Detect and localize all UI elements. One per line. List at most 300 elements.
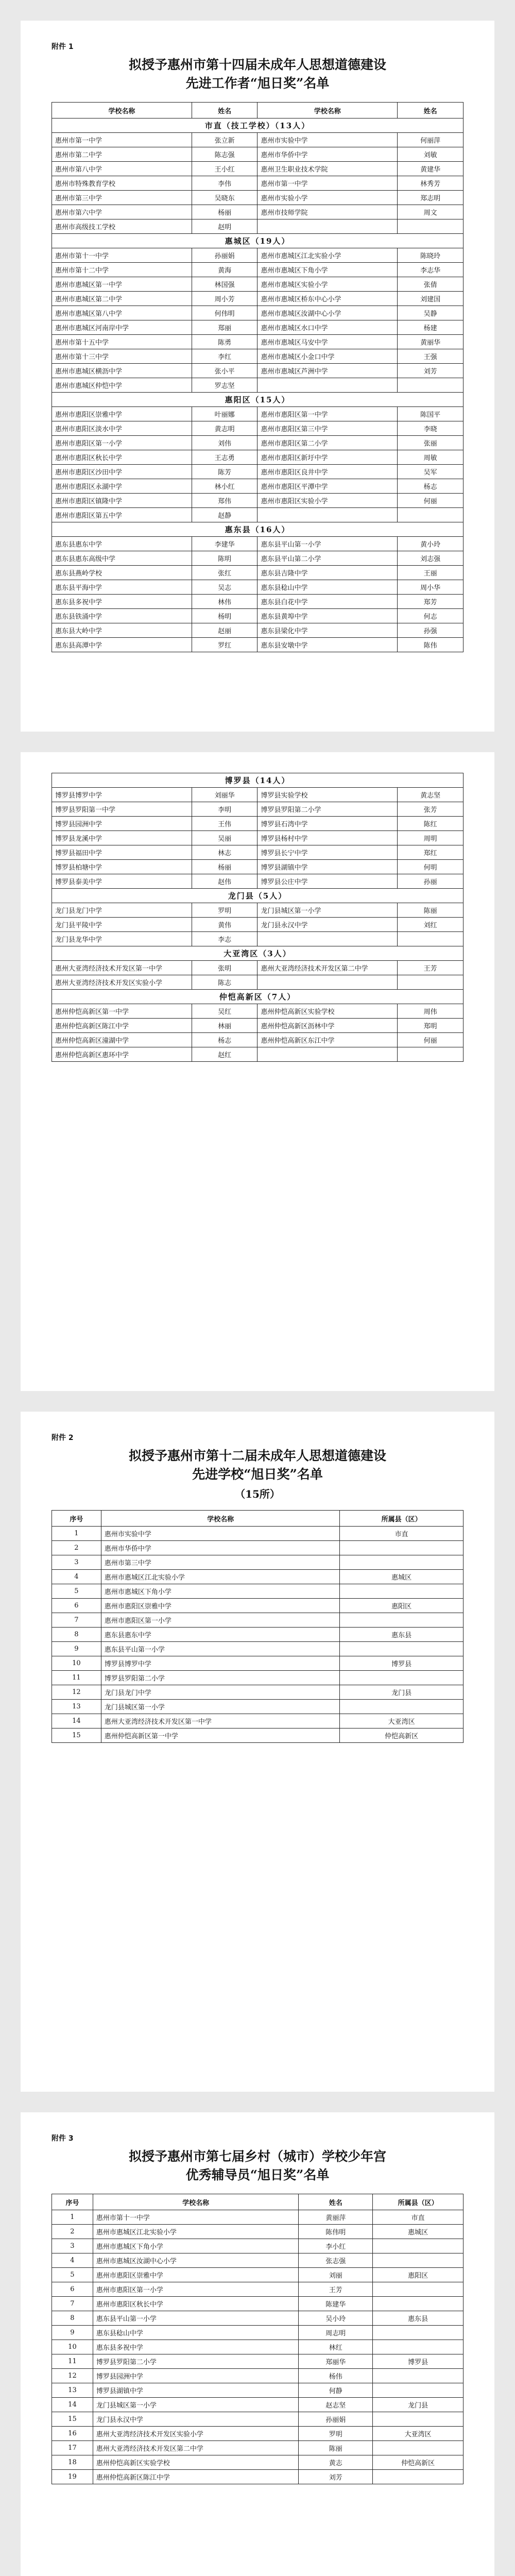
school-name-cell: 惠州市惠阳区镇隆中学 <box>52 494 192 508</box>
school-name-cell: 惠东县惠东中学 <box>101 1628 339 1642</box>
person-name-cell: 张丽 <box>398 436 464 450</box>
school-name-cell: 惠州市惠阳区永湖中学 <box>52 479 192 494</box>
school-name-cell: 惠州市惠城区下角小学 <box>101 1584 339 1599</box>
school-name-cell: 惠州市第六中学 <box>52 205 192 219</box>
person-name-cell: 陈芳 <box>192 465 258 479</box>
school-name-cell: 博罗县博罗中学 <box>101 1656 339 1671</box>
table-row <box>52 494 464 508</box>
school-name-cell <box>258 975 398 990</box>
school-name-cell: 惠州市惠阳区平潭中学 <box>258 479 398 494</box>
school-name-cell: 惠东县多祝中学 <box>93 2340 299 2354</box>
school-name-cell <box>258 508 398 522</box>
index-cell: 17 <box>52 2441 93 2455</box>
district-cell <box>373 2326 464 2340</box>
school-name-cell: 龙门县平陵中学 <box>52 918 192 932</box>
school-name-cell: 博罗县龙溪中学 <box>52 831 192 845</box>
table-row <box>52 450 464 465</box>
table-row <box>52 918 464 932</box>
school-name-cell: 惠东县稔山中学 <box>93 2326 299 2340</box>
index-cell: 19 <box>52 2470 93 2484</box>
table-row <box>52 508 464 522</box>
district-cell <box>373 2383 464 2398</box>
table-row <box>52 133 464 147</box>
school-name-cell: 惠州市惠阳区第三中学 <box>258 421 398 436</box>
person-name-cell: 陈志 <box>192 975 258 990</box>
person-name-cell: 黄丽萍 <box>299 2210 373 2225</box>
column-header: 序号 <box>52 1511 101 1527</box>
person-name-cell: 陈国平 <box>398 407 464 421</box>
person-name-cell: 张小平 <box>192 364 258 378</box>
school-name-cell: 惠东县多祝中学 <box>52 595 192 609</box>
person-name-cell: 黄志坚 <box>398 788 464 802</box>
table-row <box>52 147 464 162</box>
person-name-cell: 刘芳 <box>299 2470 373 2484</box>
person-name-cell: 何丽萍 <box>398 133 464 147</box>
group-header: 大亚湾区（3人） <box>52 946 464 961</box>
table-row <box>52 638 464 652</box>
table-row <box>52 1700 464 1714</box>
district-cell: 大亚湾区 <box>340 1714 464 1728</box>
school-name-cell: 惠东县大岭中学 <box>52 623 192 638</box>
district-cell: 仲恺高新区 <box>340 1728 464 1743</box>
person-name-cell: 林秀芳 <box>398 176 464 191</box>
school-name-cell: 惠州市第十一中学 <box>93 2210 299 2225</box>
annex2-table <box>52 1510 464 1743</box>
index-cell: 4 <box>52 1570 101 1584</box>
index-cell: 18 <box>52 2455 93 2470</box>
school-name-cell: 惠州市惠阳区淡水中学 <box>52 421 192 436</box>
table-row <box>52 2354 464 2369</box>
school-name-cell: 惠州市惠城区江北实验小学 <box>101 1570 339 1584</box>
person-name-cell: 林红 <box>299 2340 373 2354</box>
table-row <box>52 566 464 580</box>
school-name-cell <box>258 219 398 234</box>
school-name-cell: 博罗县石湾中学 <box>258 817 398 831</box>
table-row <box>52 1656 464 1671</box>
table-row <box>52 2253 464 2268</box>
person-name-cell: 赵明 <box>192 219 258 234</box>
person-name-cell: 刘芳 <box>398 364 464 378</box>
person-name-cell: 杨明 <box>192 609 258 623</box>
person-name-cell: 郑丽华 <box>299 2354 373 2369</box>
page-annex-2 <box>21 1412 494 2092</box>
group-row <box>52 773 464 788</box>
school-name-cell: 博罗县湖镇中学 <box>93 2383 299 2398</box>
person-name-cell: 周志明 <box>299 2326 373 2340</box>
person-name-cell: 何伟明 <box>192 306 258 320</box>
person-name-cell: 赵红 <box>192 1047 258 1062</box>
school-name-cell: 惠州大亚湾经济技术开发区实验小学 <box>52 975 192 990</box>
page-title-line-1: 拟授予惠州市第十四届未成年人思想道德建设 <box>128 57 386 72</box>
index-cell: 15 <box>52 2412 93 2427</box>
table-row <box>52 1527 464 1541</box>
school-name-cell: 惠州市高级技工学校 <box>52 219 192 234</box>
school-name-cell: 博罗县园洲中学 <box>52 817 192 831</box>
page-title-line-1: 拟授予惠州市第七届乡村（城市）学校少年宫 <box>128 2149 386 2164</box>
table-row <box>52 292 464 306</box>
table-row <box>52 1047 464 1062</box>
person-name-cell: 陈丽 <box>398 903 464 918</box>
person-name-cell: 王芳 <box>299 2282 373 2297</box>
school-name-cell: 惠州市第三中学 <box>52 191 192 205</box>
person-name-cell: 孙丽娟 <box>192 248 258 263</box>
person-name-cell: 黄伟 <box>192 918 258 932</box>
table-row <box>52 176 464 191</box>
table-row <box>52 1728 464 1743</box>
table-row <box>52 2441 464 2455</box>
person-name-cell: 杨建 <box>398 320 464 335</box>
school-name-cell: 博罗县罗阳第一中学 <box>52 802 192 817</box>
person-name-cell: 郑明 <box>398 1019 464 1033</box>
school-name-cell: 惠州市第十三中学 <box>52 349 192 364</box>
school-name-cell: 博罗县博罗中学 <box>52 788 192 802</box>
index-cell: 1 <box>52 2210 93 2225</box>
index-cell: 12 <box>52 1685 101 1700</box>
person-name-cell: 郑丽 <box>192 320 258 335</box>
person-name-cell: 李伟 <box>192 176 258 191</box>
school-name-cell: 惠州市惠阳区沙田中学 <box>52 465 192 479</box>
school-name-cell: 惠州大亚湾经济技术开发区第一中学 <box>101 1714 339 1728</box>
district-cell <box>373 2239 464 2253</box>
column-header: 学校名称 <box>52 103 192 118</box>
school-name-cell: 惠州市惠城区水口中学 <box>258 320 398 335</box>
school-name-cell: 惠州市惠阳区第一小学 <box>93 2282 299 2297</box>
person-name-cell: 罗红 <box>192 638 258 652</box>
district-cell: 惠城区 <box>373 2225 464 2239</box>
school-name-cell <box>258 932 398 946</box>
school-name-cell: 惠州市惠阳区崇雅中学 <box>101 1599 339 1613</box>
person-name-cell <box>398 508 464 522</box>
table-row <box>52 2369 464 2383</box>
table-row <box>52 465 464 479</box>
school-name-cell: 龙门县城区第一小学 <box>258 903 398 918</box>
school-name-cell: 博罗县罗阳第二小学 <box>258 802 398 817</box>
school-name-cell: 博罗县泰美中学 <box>52 874 192 889</box>
school-name-cell: 惠东县平山第二小学 <box>258 551 398 566</box>
person-name-cell: 赵伟 <box>192 874 258 889</box>
district-cell <box>340 1642 464 1656</box>
table-row <box>52 2470 464 2484</box>
table-row <box>52 2225 464 2239</box>
person-name-cell: 赵志坚 <box>299 2398 373 2412</box>
person-name-cell: 周小芳 <box>192 292 258 306</box>
school-name-cell: 惠州大亚湾经济技术开发区第二中学 <box>258 961 398 975</box>
school-name-cell: 惠州仲恺高新区第一中学 <box>101 1728 339 1743</box>
school-name-cell: 惠州市惠阳区第二小学 <box>258 436 398 450</box>
annex3-table <box>52 2194 464 2484</box>
column-header: 学校名称 <box>258 103 398 118</box>
person-name-cell: 罗志坚 <box>192 378 258 393</box>
table-row <box>52 609 464 623</box>
person-name-cell: 王伟 <box>192 817 258 831</box>
table-row <box>52 595 464 609</box>
school-name-cell: 惠州仲恺高新区沥林中学 <box>258 1019 398 1033</box>
person-name-cell: 罗明 <box>299 2427 373 2441</box>
person-name-cell: 张立新 <box>192 133 258 147</box>
school-name-cell: 惠东县吉隆中学 <box>258 566 398 580</box>
table-row <box>52 2427 464 2441</box>
person-name-cell: 刘丽华 <box>192 788 258 802</box>
district-cell <box>373 2369 464 2383</box>
table-row <box>52 378 464 393</box>
person-name-cell: 王小红 <box>192 162 258 176</box>
school-name-cell: 惠州仲恺高新区陈江中学 <box>93 2470 299 2484</box>
index-cell: 5 <box>52 1584 101 1599</box>
table-row <box>52 845 464 860</box>
district-cell <box>373 2470 464 2484</box>
school-name-cell: 博罗县柏塘中学 <box>52 860 192 874</box>
index-cell: 16 <box>52 2427 93 2441</box>
person-name-cell: 李红 <box>192 349 258 364</box>
person-name-cell: 黄小玲 <box>398 537 464 551</box>
person-name-cell: 郑志明 <box>398 191 464 205</box>
person-name-cell: 黄志明 <box>192 421 258 436</box>
person-name-cell: 李建华 <box>192 537 258 551</box>
person-name-cell: 罗明 <box>192 903 258 918</box>
district-cell <box>373 2412 464 2427</box>
person-name-cell: 张红 <box>192 566 258 580</box>
person-name-cell: 林国强 <box>192 277 258 292</box>
school-name-cell: 惠州市实验小学 <box>258 191 398 205</box>
person-name-cell: 刘丽 <box>299 2268 373 2282</box>
table-row <box>52 2282 464 2297</box>
table-row <box>52 623 464 638</box>
person-name-cell: 郑芳 <box>398 595 464 609</box>
table-row <box>52 1613 464 1628</box>
school-name-cell: 惠州大亚湾经济技术开发区第一中学 <box>52 961 192 975</box>
school-name-cell: 博罗县杨村中学 <box>258 831 398 845</box>
school-name-cell: 博罗县罗阳第二小学 <box>101 1671 339 1685</box>
district-cell <box>340 1613 464 1628</box>
school-name-cell: 惠州仲恺高新区陈江中学 <box>52 1019 192 1033</box>
district-cell <box>373 2441 464 2455</box>
school-name-cell: 惠州市第十二中学 <box>52 263 192 277</box>
table-row <box>52 874 464 889</box>
person-name-cell: 周小华 <box>398 580 464 595</box>
school-name-cell: 惠州市第一中学 <box>258 176 398 191</box>
school-name-cell: 博罗县福田中学 <box>52 845 192 860</box>
index-cell: 12 <box>52 2369 93 2383</box>
table-row <box>52 1033 464 1047</box>
district-cell: 市直 <box>373 2210 464 2225</box>
table-row <box>52 932 464 946</box>
school-name-cell: 惠州市惠城区河南岸中学 <box>52 320 192 335</box>
person-name-cell: 何静 <box>299 2383 373 2398</box>
school-name-cell: 惠州市华侨中学 <box>101 1541 339 1555</box>
school-name-cell: 惠州市技师学院 <box>258 205 398 219</box>
school-name-cell: 惠州市惠阳区秋长中学 <box>52 450 192 465</box>
group-row <box>52 522 464 537</box>
person-name-cell: 周伟 <box>398 1004 464 1019</box>
person-name-cell: 何志 <box>398 609 464 623</box>
index-cell: 14 <box>52 1714 101 1728</box>
person-name-cell: 陈伟 <box>398 638 464 652</box>
person-name-cell: 王丽 <box>398 566 464 580</box>
district-cell <box>340 1555 464 1570</box>
district-cell: 惠阳区 <box>340 1599 464 1613</box>
school-name-cell: 惠州市惠城区第二中学 <box>52 292 192 306</box>
district-cell: 惠东县 <box>340 1628 464 1642</box>
school-name-cell: 龙门县龙门中学 <box>52 903 192 918</box>
index-cell: 5 <box>52 2268 93 2282</box>
table-row <box>52 306 464 320</box>
person-name-cell: 陈志强 <box>192 147 258 162</box>
person-name-cell: 陈晓玲 <box>398 248 464 263</box>
school-name-cell: 惠东县黄埠中学 <box>258 609 398 623</box>
group-header: 惠阳区（15人） <box>52 393 464 407</box>
index-cell: 4 <box>52 2253 93 2268</box>
page-annex-1-continued <box>21 752 494 1391</box>
index-cell: 7 <box>52 1613 101 1628</box>
person-name-cell: 李明 <box>192 802 258 817</box>
table-row <box>52 191 464 205</box>
index-cell: 15 <box>52 1728 101 1743</box>
table-row <box>52 421 464 436</box>
school-name-cell: 惠州市惠城区仲恺中学 <box>52 378 192 393</box>
person-name-cell: 陈明 <box>192 551 258 566</box>
table-row <box>52 436 464 450</box>
table-row <box>52 335 464 349</box>
index-cell: 6 <box>52 1599 101 1613</box>
table-row <box>52 162 464 176</box>
group-header: 惠东县（16人） <box>52 522 464 537</box>
school-name-cell: 龙门县城区第一小学 <box>101 1700 339 1714</box>
table-row <box>52 860 464 874</box>
column-header: 姓名 <box>398 103 464 118</box>
table-row <box>52 1570 464 1584</box>
index-cell: 2 <box>52 2225 93 2239</box>
table-row <box>52 1004 464 1019</box>
page-title-line-2: 优秀辅导员“旭日奖”名单 <box>185 2167 330 2182</box>
index-cell: 13 <box>52 1700 101 1714</box>
table-row <box>52 479 464 494</box>
school-name-cell: 惠东县燕岭学校 <box>52 566 192 580</box>
school-name-cell: 龙门县龙门中学 <box>101 1685 339 1700</box>
school-name-cell: 惠州市惠阳区秋长中学 <box>93 2297 299 2311</box>
person-name-cell <box>398 378 464 393</box>
person-name-cell: 王芳 <box>398 961 464 975</box>
school-name-cell: 惠州大亚湾经济技术开发区实验小学 <box>93 2427 299 2441</box>
table-row <box>52 407 464 421</box>
person-name-cell: 杨志 <box>398 479 464 494</box>
person-name-cell: 张明 <box>192 961 258 975</box>
group-row <box>52 393 464 407</box>
school-name-cell: 博罗县湖镇中学 <box>258 860 398 874</box>
school-name-cell: 龙门县龙华中学 <box>52 932 192 946</box>
school-name-cell: 惠东县平山第一小学 <box>93 2311 299 2326</box>
annex-label: 附件 2 <box>52 1434 74 1442</box>
school-name-cell: 惠州市惠城区第一中学 <box>52 277 192 292</box>
school-name-cell: 惠州市第八中学 <box>52 162 192 176</box>
person-name-cell: 吴丽 <box>192 831 258 845</box>
school-name-cell: 惠州市第三中学 <box>101 1555 339 1570</box>
index-cell: 14 <box>52 2398 93 2412</box>
person-name-cell <box>398 1047 464 1062</box>
school-name-cell: 惠州卫生职业技术学院 <box>258 162 398 176</box>
person-name-cell: 刘建国 <box>398 292 464 306</box>
person-name-cell: 李小红 <box>299 2239 373 2253</box>
person-name-cell: 周明 <box>398 831 464 845</box>
school-name-cell: 惠州仲恺高新区惠环中学 <box>52 1047 192 1062</box>
district-cell: 惠城区 <box>340 1570 464 1584</box>
table-row <box>52 248 464 263</box>
person-name-cell: 李志 <box>192 932 258 946</box>
column-header: 学校名称 <box>101 1511 339 1527</box>
person-name-cell <box>398 932 464 946</box>
person-name-cell: 陈红 <box>398 817 464 831</box>
person-name-cell: 吴小玲 <box>299 2311 373 2326</box>
person-name-cell: 杨伟 <box>299 2369 373 2383</box>
index-cell: 10 <box>52 1656 101 1671</box>
table-row <box>52 537 464 551</box>
school-name-cell: 龙门县永汉中学 <box>258 918 398 932</box>
table-row <box>52 219 464 234</box>
column-header: 所属县（区） <box>373 2194 464 2210</box>
person-name-cell: 李志华 <box>398 263 464 277</box>
table-row <box>52 1584 464 1599</box>
column-header: 姓名 <box>192 103 258 118</box>
table-row <box>52 2297 464 2311</box>
group-row <box>52 118 464 133</box>
school-name-cell: 惠东县平海中学 <box>52 580 192 595</box>
school-name-cell: 惠州市惠城区汝湖中心小学 <box>93 2253 299 2268</box>
person-name-cell: 王强 <box>398 349 464 364</box>
column-header: 姓名 <box>299 2194 373 2210</box>
school-name-cell: 惠州市惠城区芦洲中学 <box>258 364 398 378</box>
district-cell: 大亚湾区 <box>373 2427 464 2441</box>
school-name-cell: 惠州市惠城区下角小学 <box>258 263 398 277</box>
person-name-cell: 林小红 <box>192 479 258 494</box>
school-name-cell: 惠东县平山第一小学 <box>101 1642 339 1656</box>
district-cell: 博罗县 <box>373 2354 464 2369</box>
school-name-cell: 惠州仲恺高新区潼湖中学 <box>52 1033 192 1047</box>
school-name-cell: 惠州市第十五中学 <box>52 335 192 349</box>
school-name-cell: 惠州市实验中学 <box>258 133 398 147</box>
school-name-cell: 惠州市第二中学 <box>52 147 192 162</box>
person-name-cell: 叶丽娜 <box>192 407 258 421</box>
column-header: 所属县（区） <box>340 1511 464 1527</box>
person-name-cell: 刘敏 <box>398 147 464 162</box>
person-name-cell: 黄海 <box>192 263 258 277</box>
group-row <box>52 234 464 248</box>
table-row <box>52 1019 464 1033</box>
index-cell: 8 <box>52 2311 93 2326</box>
person-name-cell <box>398 219 464 234</box>
index-cell: 9 <box>52 2326 93 2340</box>
school-name-cell: 惠州市惠城区实验小学 <box>258 277 398 292</box>
person-name-cell: 张芳 <box>398 802 464 817</box>
school-name-cell: 惠州市惠阳区崇雅中学 <box>52 407 192 421</box>
person-name-cell: 何丽 <box>398 494 464 508</box>
annex-label: 附件 3 <box>52 2134 74 2143</box>
table-row <box>52 1599 464 1613</box>
district-cell: 惠阳区 <box>373 2268 464 2282</box>
person-name-cell: 杨丽 <box>192 860 258 874</box>
school-name-cell: 惠东县高潭中学 <box>52 638 192 652</box>
school-name-cell: 惠州市惠阳区第一小学 <box>101 1613 339 1628</box>
school-name-cell: 惠州仲恺高新区第一中学 <box>52 1004 192 1019</box>
table-row <box>52 263 464 277</box>
school-name-cell: 惠州市惠阳区第五中学 <box>52 508 192 522</box>
index-cell: 3 <box>52 1555 101 1570</box>
school-name-cell: 惠州市惠城区下角小学 <box>93 2239 299 2253</box>
group-header: 惠城区（19人） <box>52 234 464 248</box>
school-name-cell: 博罗县公庄中学 <box>258 874 398 889</box>
annex1-table-part2 <box>52 773 464 1062</box>
school-name-cell: 惠州市惠阳区第一小学 <box>52 436 192 450</box>
annex-label: 附件 1 <box>52 43 74 51</box>
header-row <box>52 103 464 118</box>
